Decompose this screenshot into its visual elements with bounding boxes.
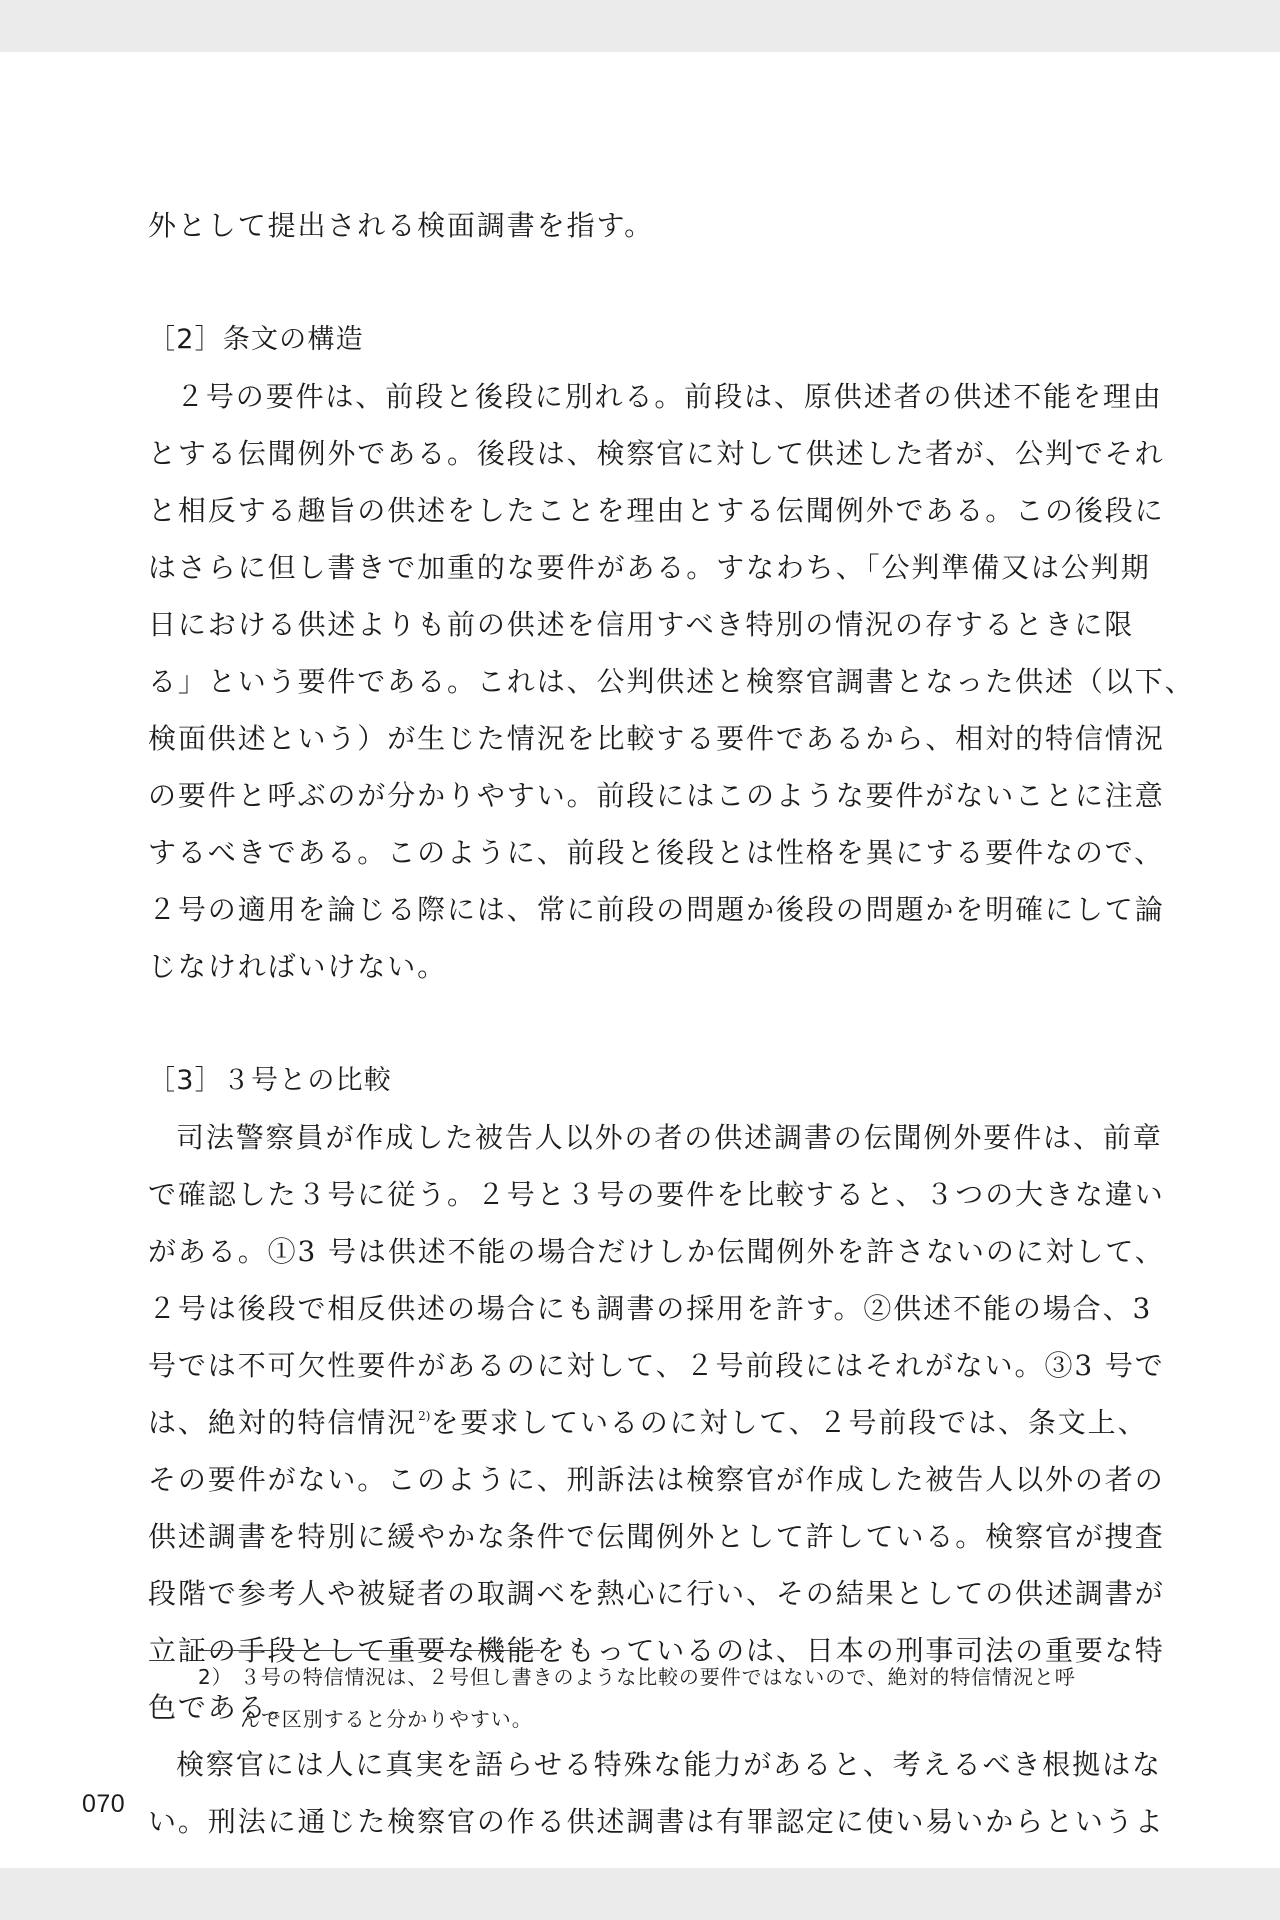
paragraph-gap	[148, 995, 1123, 1052]
footnote-line: んで区別すると分かりやすい。	[240, 1707, 533, 1731]
body-line: 司法警察員が作成した被告人以外の者の供述調書の伝聞例外要件は、前章	[176, 1121, 1163, 1154]
footnote	[198, 1656, 1128, 1740]
body-line: ２号の要件は、前段と後段に別れる。前段は、原供述者の供述不能を理由	[176, 380, 1163, 413]
body-line-with-footnote-ref	[148, 1394, 1148, 1451]
body-line: と相反する趣旨の供述をしたことを理由とする伝聞例外である。この後段に	[148, 494, 1165, 527]
body-line: じなければいけない。	[148, 950, 448, 983]
body-line: ２号は後段で相反供述の場合にも調書の採用を許す。②供述不能の場合、3	[148, 1292, 1153, 1325]
footnote-divider	[198, 1650, 540, 1651]
body-line: い。刑法に通じた検察官の作る供述調書は有罪認定に使い易いからというよ	[148, 1805, 1165, 1838]
body-line: 日における供述よりも前の供述を信用すべき特別の情況の存するときに限	[148, 608, 1135, 641]
body-line: る」という要件である。これは、公判供述と検察官調書となった供述（以下、	[148, 665, 1195, 698]
footnote-text: ３号の特信情況は、２号但し書きのような比較の要件ではないので、絶対的特信情況と呼	[240, 1665, 1076, 1689]
footnote-reference[interactable]: 2)	[418, 1409, 431, 1423]
section-heading-2: ［2］条文の構造	[148, 324, 364, 355]
paragraph-gap	[148, 254, 1123, 311]
body-line: 検面供述という）が生じた情況を比較する要件であるから、相対的特信情況	[148, 722, 1165, 755]
body-line: で確認した３号に従う。２号と３号の要件を比較すると、３つの大きな違い	[148, 1178, 1165, 1211]
bottom-margin-band	[0, 1868, 1280, 1920]
body-line: するべきである。このように、前段と後段とは性格を異にする要件なので、	[148, 836, 1165, 869]
page-body	[148, 197, 1195, 1850]
body-line: その要件がない。このように、刑訴法は検察官が作成した被告人以外の者の	[148, 1463, 1165, 1496]
body-line: 色である。	[148, 1691, 298, 1724]
page-number: 070	[82, 1790, 126, 1818]
body-line: がある。①3 号は供述不能の場合だけしか伝聞例外を許さないのに対して、	[148, 1235, 1165, 1268]
body-line: 号では不可欠性要件があるのに対して、２号前段にはそれがない。③3 号で	[148, 1349, 1165, 1382]
section-heading-3: ［3］３号との比較	[148, 1065, 392, 1096]
body-line: ２号の適用を論じる際には、常に前段の問題か後段の問題かを明確にして論	[148, 893, 1165, 926]
body-line: 検察官には人に真実を語らせる特殊な能力があると、考えるべき根拠はな	[176, 1748, 1162, 1781]
book-page	[0, 52, 1280, 1868]
body-line: はさらに但し書きで加重的な要件がある。すなわち、「公判準備又は公判期	[148, 551, 1151, 584]
body-line: 供述調書を特別に緩やかな条件で伝聞例外として許している。検察官が捜査	[148, 1520, 1165, 1553]
body-line: の要件と呼ぶのが分かりやすい。前段にはこのような要件がないことに注意	[148, 779, 1165, 812]
top-margin-band	[0, 0, 1280, 52]
body-line: 外として提出される検面調書を指す。	[148, 209, 655, 242]
footnote-line	[198, 1656, 1128, 1698]
footnote-marker: 2）	[198, 1665, 233, 1689]
body-line: とする伝聞例外である。後段は、検察官に対して供述した者が、公判でそれ	[148, 437, 1165, 470]
body-text-segment: を要求しているのに対して、２号前段では、条文上、	[430, 1406, 1148, 1439]
body-line: 段階で参考人や被疑者の取調べを熱心に行い、その結果としての供述調書が	[148, 1577, 1165, 1610]
body-text-segment: は、絶対的特信情況	[148, 1406, 418, 1439]
body-line: 立証の手段として重要な機能をもっているのは、日本の刑事司法の重要な特	[148, 1634, 1165, 1667]
